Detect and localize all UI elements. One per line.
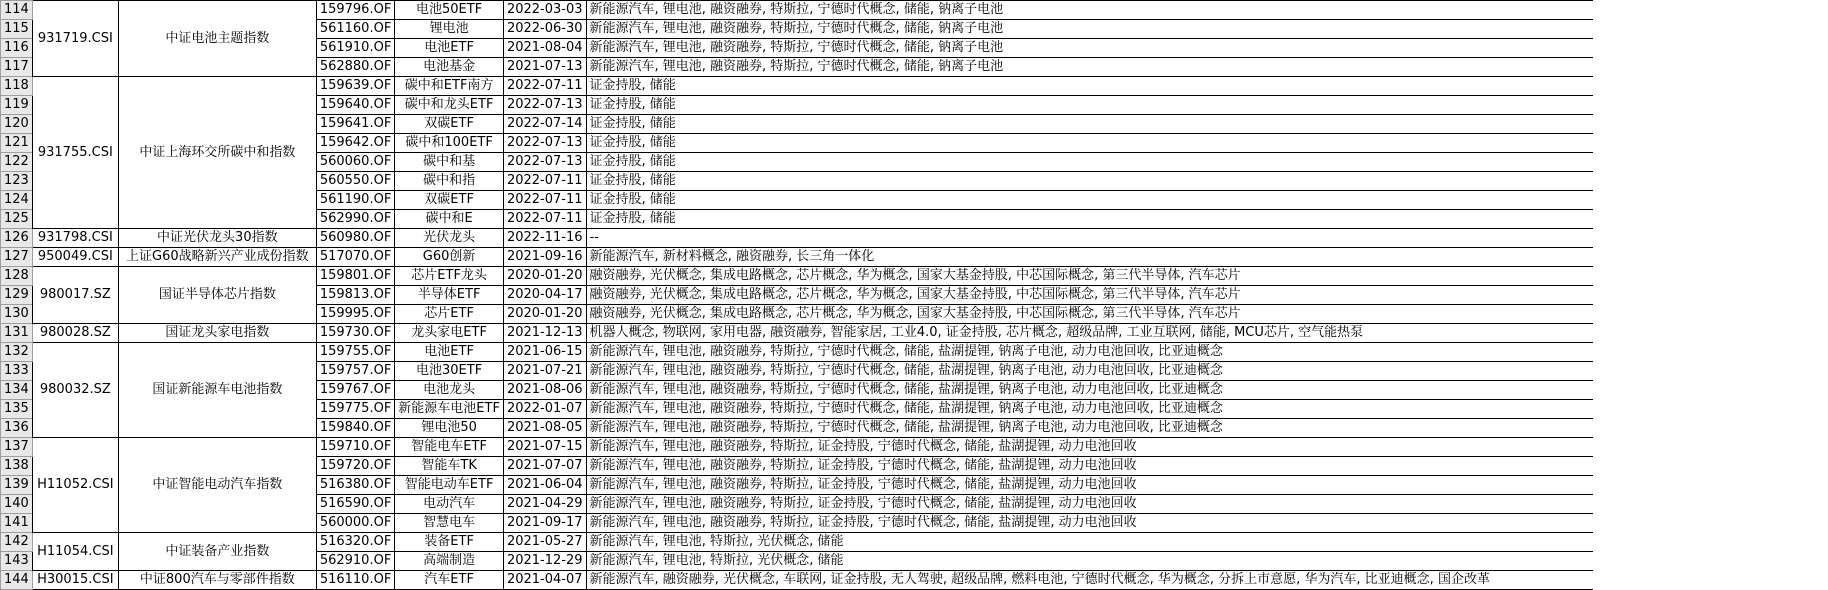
table-row bbox=[1, 229, 1594, 248]
listing-date-cell[interactable]: 2021-12-29 bbox=[503, 552, 586, 571]
index-name-cell[interactable]: 中证800汽车与零部件指数 bbox=[118, 571, 316, 590]
listing-date-cell[interactable]: 2022-07-13 bbox=[503, 96, 586, 115]
listing-date-cell[interactable]: 2021-12-13 bbox=[503, 324, 586, 343]
concepts-cell[interactable]: -- bbox=[586, 229, 1593, 248]
row-number[interactable]: 127 bbox=[1, 248, 33, 267]
fund-code-cell[interactable]: 159801.OF bbox=[316, 267, 394, 286]
fund-code-cell[interactable]: 561910.OF bbox=[316, 39, 394, 58]
fund-name-cell[interactable]: G60创新 bbox=[395, 248, 504, 267]
listing-date-cell[interactable]: 2020-01-20 bbox=[503, 305, 586, 324]
listing-date-cell[interactable]: 2022-07-11 bbox=[503, 191, 586, 210]
concepts-cell[interactable]: 融资融券, 光伏概念, 集成电路概念, 芯片概念, 华为概念, 国家大基金持股, 中芯国际概念, 第三代半导体, 汽车芯片 bbox=[586, 286, 1593, 305]
index-code-cell[interactable]: 950049.CSI bbox=[32, 248, 118, 267]
listing-date-cell[interactable]: 2021-07-13 bbox=[503, 58, 586, 77]
fund-name-cell[interactable]: 碳中和龙头ETF bbox=[395, 96, 504, 115]
index-name-cell[interactable]: 中证上海环交所碳中和指数 bbox=[118, 77, 316, 229]
row-number[interactable]: 119 bbox=[1, 96, 33, 115]
fund-name-cell[interactable]: 智能电车ETF bbox=[395, 438, 504, 457]
fund-code-cell[interactable]: 159995.OF bbox=[316, 305, 394, 324]
fund-name-cell[interactable]: 电池50ETF bbox=[395, 1, 504, 20]
listing-date-cell[interactable]: 2022-06-30 bbox=[503, 20, 586, 39]
row-number[interactable]: 126 bbox=[1, 229, 33, 248]
listing-date-cell[interactable]: 2021-08-04 bbox=[503, 39, 586, 58]
fund-name-cell[interactable]: 碳中和ETF南方 bbox=[395, 77, 504, 96]
listing-date-cell[interactable]: 2021-07-21 bbox=[503, 362, 586, 381]
row-number[interactable]: 134 bbox=[1, 381, 33, 400]
row-number[interactable]: 136 bbox=[1, 419, 33, 438]
listing-date-cell[interactable]: 2020-04-17 bbox=[503, 286, 586, 305]
concepts-cell[interactable]: 证金持股, 储能 bbox=[586, 153, 1593, 172]
row-number[interactable]: 140 bbox=[1, 495, 33, 514]
fund-name-cell[interactable]: 光伏龙头 bbox=[395, 229, 504, 248]
fund-code-cell[interactable]: 562910.OF bbox=[316, 552, 394, 571]
fund-name-cell[interactable]: 电池ETF bbox=[395, 343, 504, 362]
fund-code-cell[interactable]: 562880.OF bbox=[316, 58, 394, 77]
concepts-cell[interactable]: 新能源汽车, 锂电池, 融资融券, 特斯拉, 宁德时代概念, 储能, 盐湖提锂, 钠离子电池, 动力电池回收, 比亚迪概念 bbox=[586, 419, 1593, 438]
fund-code-cell[interactable]: 159640.OF bbox=[316, 96, 394, 115]
concepts-cell[interactable]: 新能源汽车, 锂电池, 融资融券, 特斯拉, 证金持股, 宁德时代概念, 储能, 盐湖提锂, 动力电池回收 bbox=[586, 457, 1593, 476]
fund-code-cell[interactable]: 159755.OF bbox=[316, 343, 394, 362]
fund-code-cell[interactable]: 516380.OF bbox=[316, 476, 394, 495]
fund-name-cell[interactable]: 碳中和指 bbox=[395, 172, 504, 191]
listing-date-cell[interactable]: 2022-11-16 bbox=[503, 229, 586, 248]
fund-code-cell[interactable]: 516320.OF bbox=[316, 533, 394, 552]
fund-code-cell[interactable]: 159642.OF bbox=[316, 134, 394, 153]
fund-name-cell[interactable]: 高端制造 bbox=[395, 552, 504, 571]
fund-code-cell[interactable]: 517070.OF bbox=[316, 248, 394, 267]
fund-name-cell[interactable]: 智能电动车ETF bbox=[395, 476, 504, 495]
concepts-cell[interactable]: 融资融券, 光伏概念, 集成电路概念, 芯片概念, 华为概念, 国家大基金持股, 中芯国际概念, 第三代半导体, 汽车芯片 bbox=[586, 305, 1593, 324]
index-name-cell[interactable]: 上证G60战略新兴产业成份指数 bbox=[118, 248, 316, 267]
row-number[interactable]: 139 bbox=[1, 476, 33, 495]
listing-date-cell[interactable]: 2021-05-27 bbox=[503, 533, 586, 552]
fund-code-cell[interactable]: 159796.OF bbox=[316, 1, 394, 20]
row-number[interactable]: 117 bbox=[1, 58, 33, 77]
row-number[interactable]: 128 bbox=[1, 267, 33, 286]
listing-date-cell[interactable]: 2021-04-29 bbox=[503, 495, 586, 514]
fund-name-cell[interactable]: 芯片ETF bbox=[395, 305, 504, 324]
concepts-cell[interactable]: 新能源汽车, 锂电池, 融资融券, 特斯拉, 宁德时代概念, 储能, 钠离子电池 bbox=[586, 58, 1593, 77]
concepts-cell[interactable]: 新能源汽车, 锂电池, 融资融券, 特斯拉, 宁德时代概念, 储能, 盐湖提锂, 钠离子电池, 动力电池回收, 比亚迪概念 bbox=[586, 381, 1593, 400]
listing-date-cell[interactable]: 2022-07-11 bbox=[503, 172, 586, 191]
row-number[interactable]: 135 bbox=[1, 400, 33, 419]
concepts-cell[interactable]: 新能源汽车, 新材料概念, 融资融券, 长三角一体化 bbox=[586, 248, 1593, 267]
fund-name-cell[interactable]: 新能源车电池ETF bbox=[395, 400, 504, 419]
fund-code-cell[interactable]: 159639.OF bbox=[316, 77, 394, 96]
row-number[interactable]: 125 bbox=[1, 210, 33, 229]
concepts-cell[interactable]: 证金持股, 储能 bbox=[586, 191, 1593, 210]
fund-code-cell[interactable]: 159710.OF bbox=[316, 438, 394, 457]
concepts-cell[interactable]: 新能源汽车, 锂电池, 融资融券, 特斯拉, 宁德时代概念, 储能, 钠离子电池 bbox=[586, 39, 1593, 58]
concepts-cell[interactable]: 证金持股, 储能 bbox=[586, 172, 1593, 191]
listing-date-cell[interactable]: 2022-03-03 bbox=[503, 1, 586, 20]
index-code-cell[interactable]: H11052.CSI bbox=[32, 438, 118, 533]
fund-code-cell[interactable]: 561160.OF bbox=[316, 20, 394, 39]
listing-date-cell[interactable]: 2022-01-07 bbox=[503, 400, 586, 419]
fund-code-cell[interactable]: 159757.OF bbox=[316, 362, 394, 381]
concepts-cell[interactable]: 新能源汽车, 锂电池, 融资融券, 特斯拉, 证金持股, 宁德时代概念, 储能, 盐湖提锂, 动力电池回收 bbox=[586, 476, 1593, 495]
fund-name-cell[interactable]: 碳中和100ETF bbox=[395, 134, 504, 153]
listing-date-cell[interactable]: 2022-07-11 bbox=[503, 77, 586, 96]
fund-name-cell[interactable]: 碳中和基 bbox=[395, 153, 504, 172]
fund-code-cell[interactable]: 159813.OF bbox=[316, 286, 394, 305]
fund-code-cell[interactable]: 159720.OF bbox=[316, 457, 394, 476]
listing-date-cell[interactable]: 2021-08-06 bbox=[503, 381, 586, 400]
fund-code-cell[interactable]: 516590.OF bbox=[316, 495, 394, 514]
fund-name-cell[interactable]: 装备ETF bbox=[395, 533, 504, 552]
table-row bbox=[1, 438, 1594, 457]
index-name-cell[interactable]: 中证光伏龙头30指数 bbox=[118, 229, 316, 248]
row-number[interactable]: 124 bbox=[1, 191, 33, 210]
listing-date-cell[interactable]: 2022-07-11 bbox=[503, 210, 586, 229]
fund-name-cell[interactable]: 电池ETF bbox=[395, 39, 504, 58]
index-name-cell[interactable]: 国证新能源车电池指数 bbox=[118, 343, 316, 438]
index-code-cell[interactable]: H30015.CSI bbox=[32, 571, 118, 590]
concepts-cell[interactable]: 新能源汽车, 锂电池, 融资融券, 特斯拉, 宁德时代概念, 储能, 钠离子电池 bbox=[586, 20, 1593, 39]
fund-code-cell[interactable]: 159775.OF bbox=[316, 400, 394, 419]
row-number[interactable]: 143 bbox=[1, 552, 33, 571]
listing-date-cell[interactable]: 2021-06-04 bbox=[503, 476, 586, 495]
listing-date-cell[interactable]: 2021-07-15 bbox=[503, 438, 586, 457]
fund-code-cell[interactable]: 159840.OF bbox=[316, 419, 394, 438]
concepts-cell[interactable]: 证金持股, 储能 bbox=[586, 96, 1593, 115]
index-name-cell[interactable]: 中证装备产业指数 bbox=[118, 533, 316, 571]
row-number[interactable]: 132 bbox=[1, 343, 33, 362]
row-number[interactable]: 121 bbox=[1, 134, 33, 153]
fund-name-cell[interactable]: 双碳ETF bbox=[395, 191, 504, 210]
concepts-cell[interactable]: 证金持股, 储能 bbox=[586, 115, 1593, 134]
table-row bbox=[1, 1, 1594, 20]
index-code-cell[interactable]: 931798.CSI bbox=[32, 229, 118, 248]
fund-code-cell[interactable]: 561190.OF bbox=[316, 191, 394, 210]
concepts-cell[interactable]: 新能源汽车, 锂电池, 融资融券, 特斯拉, 证金持股, 宁德时代概念, 储能, 盐湖提锂, 动力电池回收 bbox=[586, 495, 1593, 514]
index-code-cell[interactable]: 980032.SZ bbox=[32, 343, 118, 438]
listing-date-cell[interactable]: 2020-01-20 bbox=[503, 267, 586, 286]
fund-name-cell[interactable]: 龙头家电ETF bbox=[395, 324, 504, 343]
listing-date-cell[interactable]: 2021-04-07 bbox=[503, 571, 586, 590]
table-row bbox=[1, 343, 1594, 362]
concepts-cell[interactable]: 新能源汽车, 锂电池, 特斯拉, 光伏概念, 储能 bbox=[586, 552, 1593, 571]
listing-date-cell[interactable]: 2021-06-15 bbox=[503, 343, 586, 362]
concepts-cell[interactable]: 证金持股, 储能 bbox=[586, 77, 1593, 96]
index-code-cell[interactable]: 931719.CSI bbox=[32, 1, 118, 77]
index-name-cell[interactable]: 国证半导体芯片指数 bbox=[118, 267, 316, 324]
row-number[interactable]: 118 bbox=[1, 77, 33, 96]
fund-code-cell[interactable]: 560550.OF bbox=[316, 172, 394, 191]
row-number[interactable]: 144 bbox=[1, 571, 33, 590]
fund-name-cell[interactable]: 双碳ETF bbox=[395, 115, 504, 134]
row-number[interactable]: 120 bbox=[1, 115, 33, 134]
table-row bbox=[1, 571, 1594, 590]
index-name-cell[interactable]: 中证智能电动汽车指数 bbox=[118, 438, 316, 533]
index-name-cell[interactable]: 中证电池主题指数 bbox=[118, 1, 316, 77]
index-code-cell[interactable]: 931755.CSI bbox=[32, 77, 118, 229]
fund-code-cell[interactable]: 159767.OF bbox=[316, 381, 394, 400]
concepts-cell[interactable]: 新能源汽车, 锂电池, 特斯拉, 光伏概念, 储能 bbox=[586, 533, 1593, 552]
fund-name-cell[interactable]: 智能车TK bbox=[395, 457, 504, 476]
table-row bbox=[1, 533, 1594, 552]
listing-date-cell[interactable]: 2022-07-14 bbox=[503, 115, 586, 134]
listing-date-cell[interactable]: 2021-09-17 bbox=[503, 514, 586, 533]
fund-name-cell[interactable]: 电池龙头 bbox=[395, 381, 504, 400]
fund-name-cell[interactable]: 电池30ETF bbox=[395, 362, 504, 381]
fund-code-cell[interactable]: 159730.OF bbox=[316, 324, 394, 343]
concepts-cell[interactable]: 新能源汽车, 锂电池, 融资融券, 特斯拉, 宁德时代概念, 储能, 盐湖提锂, 钠离子电池, 动力电池回收, 比亚迪概念 bbox=[586, 362, 1593, 381]
fund-name-cell[interactable]: 锂电池 bbox=[395, 20, 504, 39]
table-row bbox=[1, 324, 1594, 343]
fund-code-cell[interactable]: 159641.OF bbox=[316, 115, 394, 134]
listing-date-cell[interactable]: 2021-09-16 bbox=[503, 248, 586, 267]
table-row bbox=[1, 248, 1594, 267]
listing-date-cell[interactable]: 2022-07-13 bbox=[503, 153, 586, 172]
row-number[interactable]: 133 bbox=[1, 362, 33, 381]
table-row bbox=[1, 77, 1594, 96]
concepts-cell[interactable]: 证金持股, 储能 bbox=[586, 134, 1593, 153]
fund-code-cell[interactable]: 560980.OF bbox=[316, 229, 394, 248]
row-number[interactable]: 122 bbox=[1, 153, 33, 172]
concepts-cell[interactable]: 机器人概念, 物联网, 家用电器, 融资融券, 智能家居, 工业4.0, 证金持股, 芯片概念, 超级品牌, 工业互联网, 储能, MCU芯片, 空气能热泵 bbox=[586, 324, 1593, 343]
row-number[interactable]: 131 bbox=[1, 324, 33, 343]
concepts-cell[interactable]: 新能源汽车, 锂电池, 融资融券, 特斯拉, 宁德时代概念, 储能, 盐湖提锂, 钠离子电池, 动力电池回收, 比亚迪概念 bbox=[586, 400, 1593, 419]
table-row bbox=[1, 267, 1594, 286]
listing-date-cell[interactable]: 2021-07-07 bbox=[503, 457, 586, 476]
concepts-cell[interactable]: 新能源汽车, 锂电池, 融资融券, 特斯拉, 证金持股, 宁德时代概念, 储能, 盐湖提锂, 动力电池回收 bbox=[586, 438, 1593, 457]
row-number[interactable]: 137 bbox=[1, 438, 33, 457]
index-code-cell[interactable]: 980028.SZ bbox=[32, 324, 118, 343]
concepts-cell[interactable]: 融资融券, 光伏概念, 集成电路概念, 芯片概念, 华为概念, 国家大基金持股, 中芯国际概念, 第三代半导体, 汽车芯片 bbox=[586, 267, 1593, 286]
fund-name-cell[interactable]: 汽车ETF bbox=[395, 571, 504, 590]
listing-date-cell[interactable]: 2021-08-05 bbox=[503, 419, 586, 438]
index-code-cell[interactable]: 980017.SZ bbox=[32, 267, 118, 324]
fund-name-cell[interactable]: 芯片ETF龙头 bbox=[395, 267, 504, 286]
fund-code-cell[interactable]: 562990.OF bbox=[316, 210, 394, 229]
fund-name-cell[interactable]: 电池基金 bbox=[395, 58, 504, 77]
index-name-cell[interactable]: 国证龙头家电指数 bbox=[118, 324, 316, 343]
row-number[interactable]: 115 bbox=[1, 20, 33, 39]
concepts-cell[interactable]: 新能源汽车, 锂电池, 融资融券, 特斯拉, 宁德时代概念, 储能, 盐湖提锂, 钠离子电池, 动力电池回收, 比亚迪概念 bbox=[586, 343, 1593, 362]
row-number[interactable]: 141 bbox=[1, 514, 33, 533]
listing-date-cell[interactable]: 2022-07-13 bbox=[503, 134, 586, 153]
fund-code-cell[interactable]: 516110.OF bbox=[316, 571, 394, 590]
fund-name-cell[interactable]: 电动汽车 bbox=[395, 495, 504, 514]
row-number[interactable]: 129 bbox=[1, 286, 33, 305]
fund-name-cell[interactable]: 智慧电车 bbox=[395, 514, 504, 533]
row-number[interactable]: 138 bbox=[1, 457, 33, 476]
row-number[interactable]: 130 bbox=[1, 305, 33, 324]
fund-name-cell[interactable]: 锂电池50 bbox=[395, 419, 504, 438]
concepts-cell[interactable]: 新能源汽车, 锂电池, 融资融券, 特斯拉, 宁德时代概念, 储能, 钠离子电池 bbox=[586, 1, 1593, 20]
concepts-cell[interactable]: 新能源汽车, 融资融券, 光伏概念, 车联网, 证金持股, 无人驾驶, 超级品牌, 燃料电池, 宁德时代概念, 华为概念, 分拆上市意愿, 华为汽车, 比亚迪概念, 国企改革 bbox=[586, 571, 1593, 590]
fund-name-cell[interactable]: 碳中和E bbox=[395, 210, 504, 229]
row-number[interactable]: 114 bbox=[1, 1, 33, 20]
row-number[interactable]: 123 bbox=[1, 172, 33, 191]
fund-code-cell[interactable]: 560060.OF bbox=[316, 153, 394, 172]
index-code-cell[interactable]: H11054.CSI bbox=[32, 533, 118, 571]
row-number[interactable]: 142 bbox=[1, 533, 33, 552]
row-number[interactable]: 116 bbox=[1, 39, 33, 58]
concepts-cell[interactable]: 证金持股, 储能 bbox=[586, 210, 1593, 229]
fund-name-cell[interactable]: 半导体ETF bbox=[395, 286, 504, 305]
fund-code-cell[interactable]: 560000.OF bbox=[316, 514, 394, 533]
concepts-cell[interactable]: 新能源汽车, 锂电池, 融资融券, 特斯拉, 证金持股, 宁德时代概念, 储能, 盐湖提锂, 动力电池回收 bbox=[586, 514, 1593, 533]
